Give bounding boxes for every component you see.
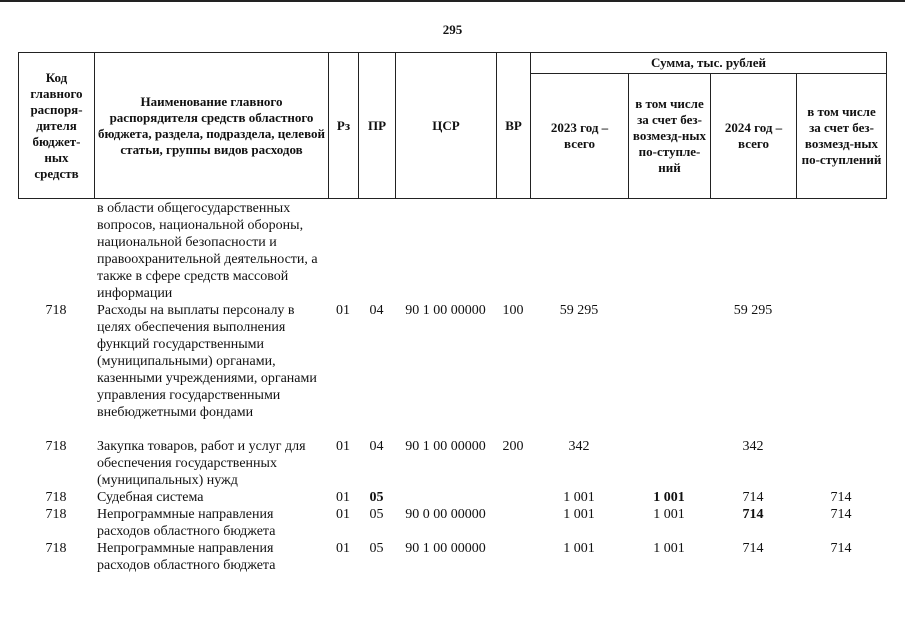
cell-2024-free	[796, 438, 886, 489]
cell-name: Расходы на выплаты персоналу в целях обеспечения выполнения функций государственными (муниципальными) органами, казенными учреждениями, органами управления государственными внебюджетными фондами	[97, 303, 317, 420]
cell-rz: 01	[336, 490, 350, 505]
cell-vr	[496, 489, 530, 506]
col-header-2023-free: в том числе за счет без-возмезд-ных по-ступле-ний	[629, 74, 711, 199]
cell-2023-free	[628, 302, 710, 438]
col-header-sum: Сумма, тыс. рублей	[531, 53, 887, 74]
cell-name: Закупка товаров, работ и услуг для обеспечения государственных (муниципальных) нужд	[97, 439, 306, 488]
cell-code: 718	[45, 541, 67, 556]
cell-name: Судебная система	[97, 490, 204, 505]
col-header-2024-total: 2024 год – всего	[711, 74, 797, 199]
cell-rz: 01	[336, 439, 350, 454]
page-number: 295	[442, 22, 463, 37]
cell-rz: 01	[336, 541, 350, 556]
cell-2024	[710, 200, 796, 302]
table-row	[18, 506, 886, 540]
cell-pr: 04	[369, 303, 384, 318]
col-header-name: Наименование главного распорядителя средств областного бюджета, раздела, подраздела, целевой статьи, группы видов расходов	[95, 53, 329, 199]
cell-code: 718	[45, 439, 67, 454]
col-header-vr: ВР	[497, 53, 531, 199]
cell-csr	[395, 489, 496, 506]
cell-2023-free	[628, 200, 710, 302]
cell-name: в области общегосударственных вопросов, национальной обороны, национальной безопасности и правоохранительной деятельности, а также в сфере средств массовой информации	[97, 201, 318, 301]
cell-pr: 05	[369, 507, 384, 522]
col-header-code: Код главного распоря-дителя бюджет-ных средств	[19, 53, 95, 199]
cell-rz	[328, 200, 358, 302]
cell-csr: 90 1 00 00000	[405, 439, 486, 454]
cell-2023: 342	[568, 439, 590, 454]
cell-csr: 90 0 00 00000	[405, 507, 486, 522]
cell-vr	[496, 200, 530, 302]
cell-2024-free: 714	[830, 507, 852, 522]
cell-vr: 200	[502, 439, 524, 454]
col-header-rz: Рз	[329, 53, 359, 199]
cell-2024-free: 714	[830, 541, 852, 556]
cell-pr: 05	[369, 490, 384, 505]
cell-2024: 714	[742, 541, 764, 556]
cell-2024-free	[796, 302, 886, 438]
table-header	[18, 52, 887, 199]
cell-2023-free: 1 001	[653, 541, 685, 556]
cell-2023-free: 1 001	[653, 490, 685, 505]
col-header-csr: ЦСР	[396, 53, 497, 199]
col-header-2023-total: 2023 год – всего	[531, 74, 629, 199]
cell-vr	[496, 540, 530, 574]
cell-2023	[530, 200, 628, 302]
cell-2023: 59 295	[559, 303, 599, 318]
cell-code	[18, 200, 94, 302]
cell-name: Непрограммные направления расходов областного бюджета	[97, 507, 276, 539]
cell-csr: 90 1 00 00000	[405, 303, 486, 318]
table-body	[18, 200, 886, 574]
col-header-pr: ПР	[359, 53, 396, 199]
table-row	[18, 438, 886, 489]
table-row	[18, 200, 886, 302]
cell-2023: 1 001	[563, 507, 595, 522]
cell-name: Непрограммные направления расходов областного бюджета	[97, 541, 276, 573]
table-row	[18, 540, 886, 574]
cell-vr: 100	[502, 303, 524, 318]
cell-pr: 05	[369, 541, 384, 556]
cell-2024: 59 295	[733, 303, 773, 318]
cell-2023-free	[628, 438, 710, 489]
cell-2023: 1 001	[563, 490, 595, 505]
cell-2023-free: 1 001	[653, 507, 685, 522]
cell-2024: 714	[742, 507, 764, 522]
cell-csr	[395, 200, 496, 302]
table-row	[18, 489, 886, 506]
table-row	[18, 302, 886, 438]
cell-2024-free	[796, 200, 886, 302]
top-rule	[0, 0, 905, 2]
cell-2024: 342	[742, 439, 764, 454]
col-header-2024-free: в том числе за счет без-возмезд-ных по-ступлений	[797, 74, 887, 199]
cell-csr: 90 1 00 00000	[405, 541, 486, 556]
cell-code: 718	[45, 303, 67, 318]
cell-2023: 1 001	[563, 541, 595, 556]
cell-code: 718	[45, 490, 67, 505]
cell-vr	[496, 506, 530, 540]
cell-rz: 01	[336, 303, 350, 318]
cell-pr: 04	[369, 439, 384, 454]
cell-pr	[358, 200, 395, 302]
cell-rz: 01	[336, 507, 350, 522]
cell-code: 718	[45, 507, 67, 522]
cell-2024: 714	[742, 490, 764, 505]
cell-2024-free: 714	[830, 490, 852, 505]
